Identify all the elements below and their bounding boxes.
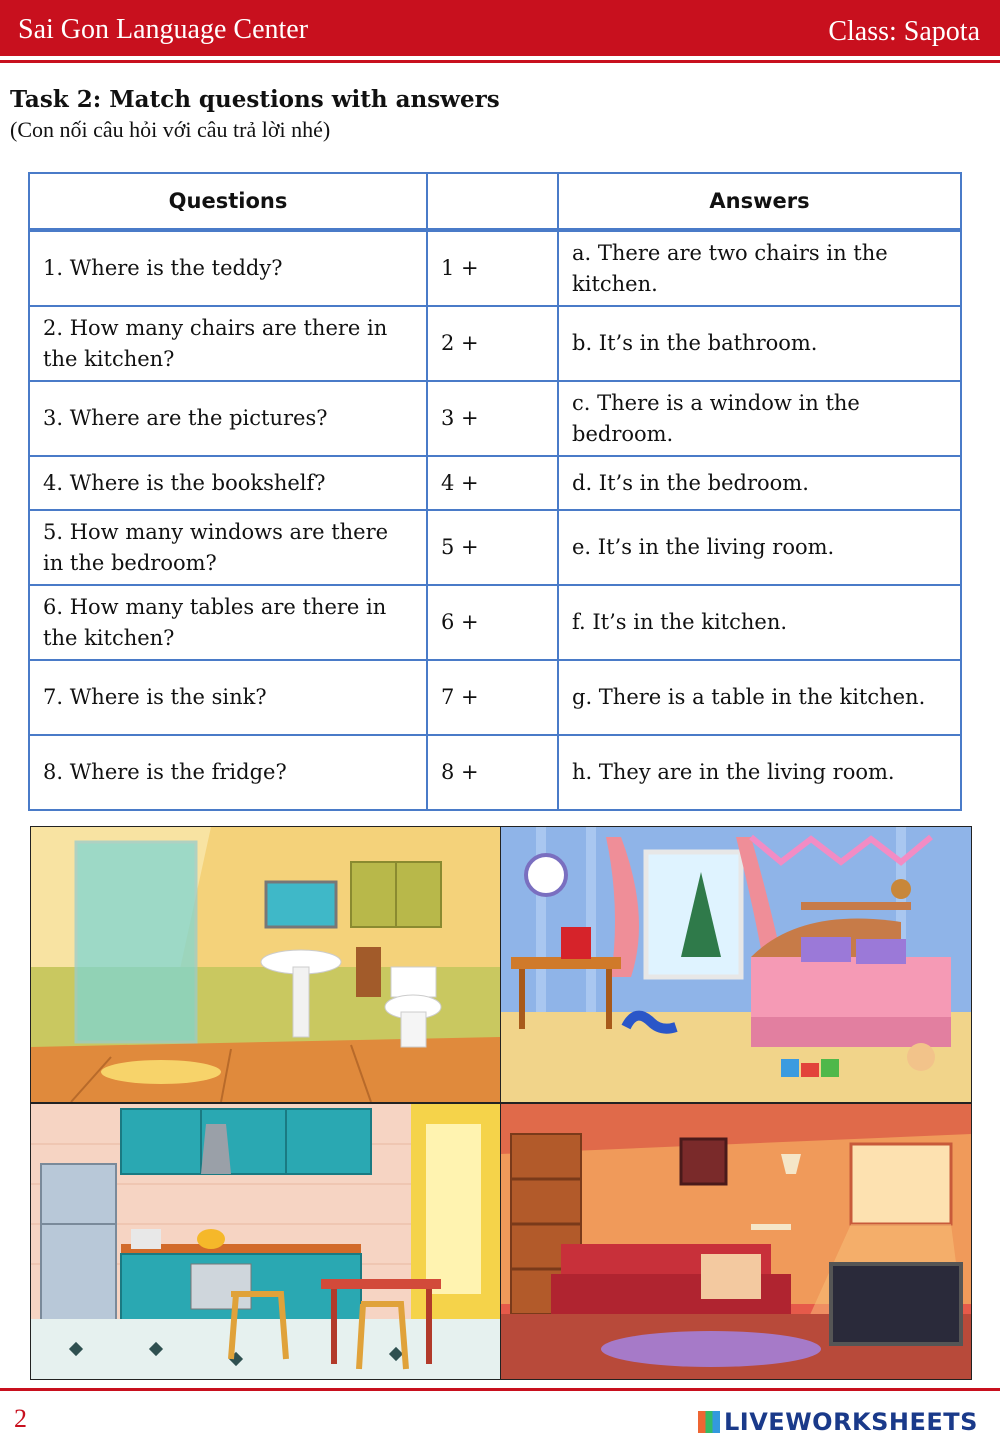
question-cell: 6. How many tables are there in the kitchen? <box>29 585 427 660</box>
answer-cell[interactable]: h. They are in the living room. <box>558 735 961 810</box>
table-row <box>29 585 961 660</box>
match-cell[interactable]: 4 + <box>427 456 558 510</box>
match-cell[interactable]: 2 + <box>427 306 558 381</box>
question-cell: 1. Where is the teddy? <box>29 230 427 306</box>
table-row <box>29 230 961 306</box>
task-title: Task 2: Match questions with answers <box>10 86 500 113</box>
questions-header: Questions <box>29 173 427 230</box>
answer-cell[interactable]: f. It’s in the kitchen. <box>558 585 961 660</box>
living-room-picture <box>500 1103 972 1380</box>
match-cell[interactable]: 6 + <box>427 585 558 660</box>
answer-cell[interactable]: a. There are two chairs in the kitchen. <box>558 230 961 306</box>
room-pictures <box>30 826 970 1378</box>
table-row <box>29 735 961 810</box>
match-cell[interactable]: 1 + <box>427 230 558 306</box>
center-name: Sai Gon Language Center <box>18 14 309 45</box>
class-label: Class: Sapota <box>828 16 980 47</box>
header-bar <box>0 0 1000 56</box>
question-cell: 4. Where is the bookshelf? <box>29 456 427 510</box>
match-cell[interactable]: 5 + <box>427 510 558 585</box>
liveworksheets-logo-icon <box>698 1411 720 1433</box>
header-divider <box>0 60 1000 63</box>
task-subtitle: (Con nối câu hỏi với câu trả lời nhé) <box>10 117 331 142</box>
question-cell: 3. Where are the pictures? <box>29 381 427 456</box>
kitchen-picture <box>30 1103 501 1380</box>
answer-cell[interactable]: d. It’s in the bedroom. <box>558 456 961 510</box>
question-cell: 2. How many chairs are there in the kitchen? <box>29 306 427 381</box>
question-cell: 8. Where is the fridge? <box>29 735 427 810</box>
table-row <box>29 660 961 735</box>
match-header <box>427 173 558 230</box>
table-row <box>29 510 961 585</box>
footer-divider <box>0 1388 1000 1391</box>
question-cell: 7. Where is the sink? <box>29 660 427 735</box>
answer-cell[interactable]: c. There is a window in the bedroom. <box>558 381 961 456</box>
answer-cell[interactable]: g. There is a table in the kitchen. <box>558 660 961 735</box>
match-cell[interactable]: 7 + <box>427 660 558 735</box>
bathroom-picture <box>30 826 501 1103</box>
answer-cell[interactable]: e. It’s in the living room. <box>558 510 961 585</box>
question-cell: 5. How many windows are there in the bedroom? <box>29 510 427 585</box>
match-cell[interactable]: 8 + <box>427 735 558 810</box>
bedroom-picture <box>500 826 972 1103</box>
table-row <box>29 381 961 456</box>
answers-header: Answers <box>558 173 961 230</box>
watermark <box>698 1408 978 1436</box>
table-row <box>29 306 961 381</box>
match-cell[interactable]: 3 + <box>427 381 558 456</box>
answer-cell[interactable]: b. It’s in the bathroom. <box>558 306 961 381</box>
page-number: 2 <box>14 1404 27 1433</box>
table-row <box>29 456 961 510</box>
match-table <box>28 172 962 811</box>
table-header-row <box>29 173 961 230</box>
watermark-text: LIVEWORKSHEETS <box>724 1408 978 1436</box>
